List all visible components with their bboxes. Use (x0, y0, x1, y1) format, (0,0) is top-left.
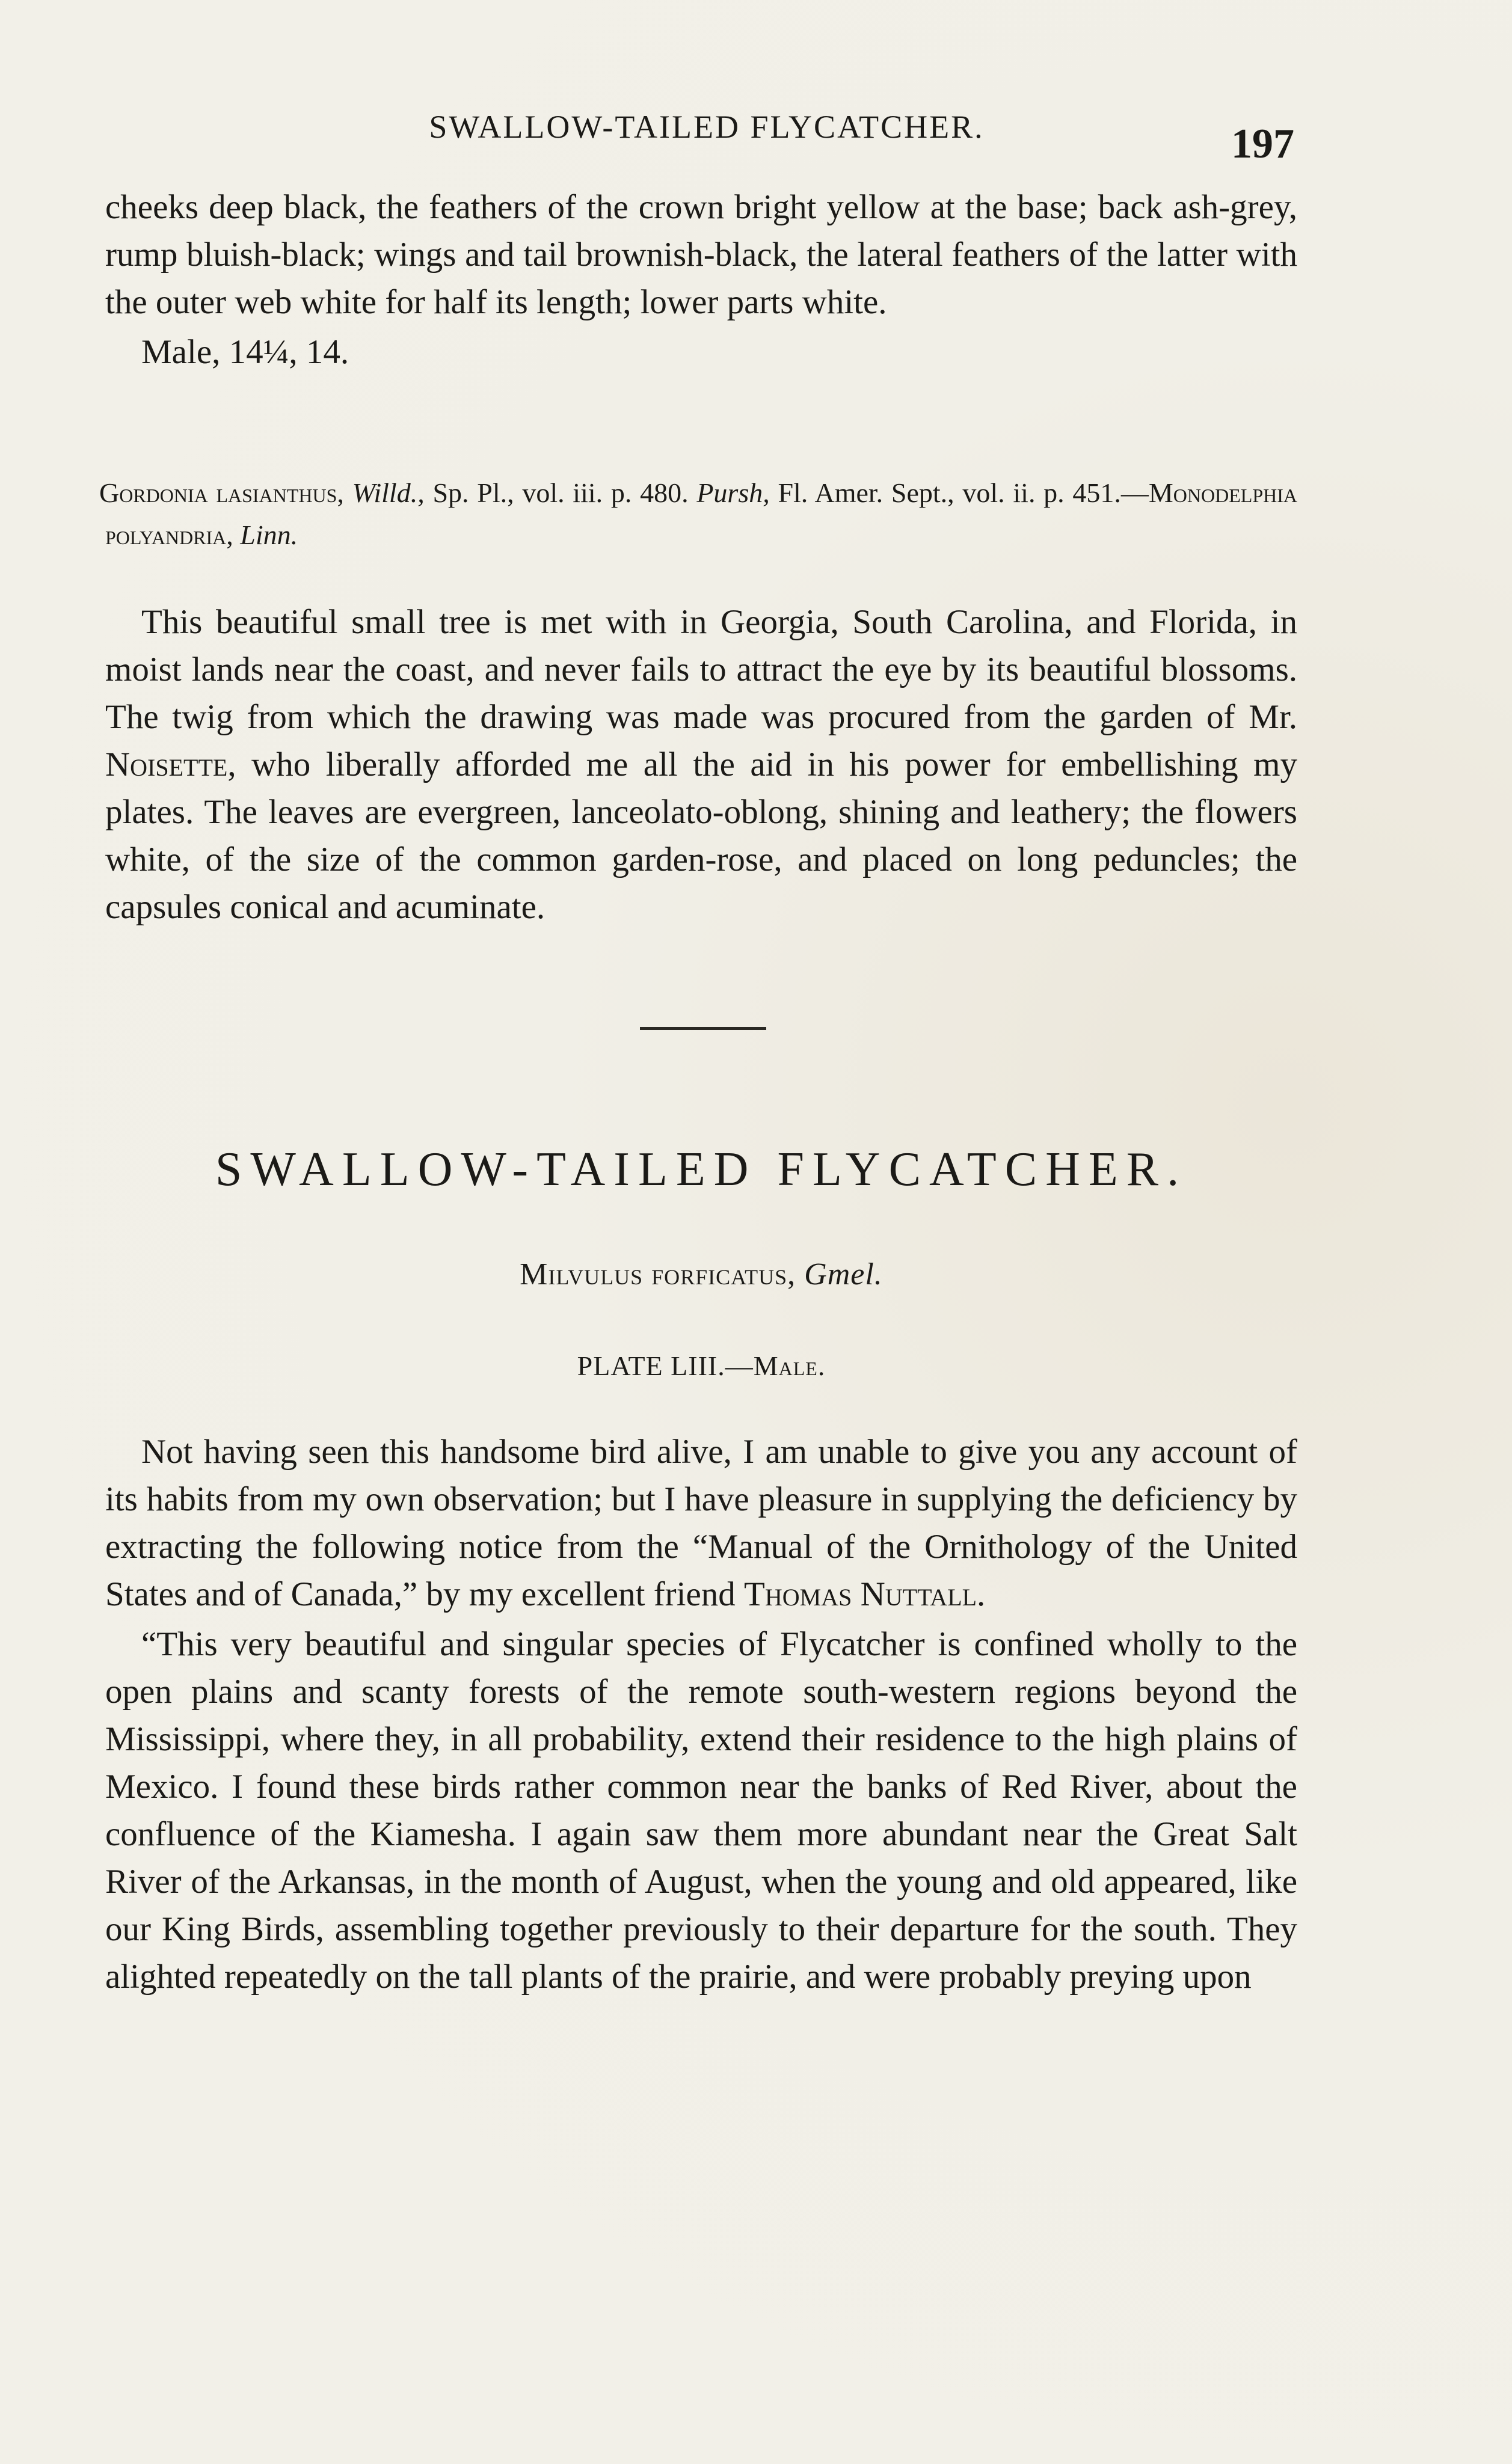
plant-author-pursh: Pursh, (696, 477, 770, 508)
plant-citation-1: Sp. Pl., vol. iii. p. 480. (432, 477, 689, 508)
plumage-paragraph: cheeks deep black, the feathers of the crown bright yellow at the base; back ash-grey, rump bluish-black; wings and tail brownish-black, the lateral feathers of the latter with the outer web white for half its length; lower parts white. (105, 188, 1297, 321)
plate-sex: Male. (753, 1350, 826, 1381)
plate-label (105, 1350, 1297, 1382)
plant-reference-line (99, 472, 1297, 556)
article-paragraph-1-text: Not having seen this handsome bird alive, I am unable to give you any account of its habits from my own observation; but I have pleasure in supplying the deficiency by extracting the following notice from the “Manual of the Ornithology of the United States and of Canada,” by my excellent friend (105, 1433, 1297, 1613)
article-paragraph-1 (105, 1428, 1297, 1618)
plant-description-paragraph (105, 598, 1297, 931)
plant-class-name: Monodelphia polyandria, (105, 477, 1297, 550)
bird-description-end (105, 183, 1297, 376)
species-latin-name: Milvulus forficatus, (520, 1257, 796, 1292)
person-name-nuttall: Thomas Nuttall. (744, 1575, 986, 1613)
plant-author-willd: Willd., (352, 477, 425, 508)
running-head: SWALLOW-TAILED FLYCATCHER. (429, 109, 985, 145)
plate-number: PLATE LIII.— (577, 1350, 754, 1381)
plant-citation-2: Fl. Amer. Sept., vol. ii. p. 451.— (778, 477, 1149, 508)
article-paragraph-2: “This very beautiful and singular species of Flycatcher is confined wholly to the open plains and scanty forests of the remote south-western regions beyond the Mississippi, where they, in all probability, extend their residence to the high plains of Mexico. I found these birds rather common near the banks of Red River, about the confluence of the Kiamesha. I again saw them more abundant near the Great Salt River of the Arkansas, in the month of August, when the young and old appeared, like our King Birds, assembling together previously to their departure for the south. They alighted repeatedly on the tall plants of the prairie, and were probably preying upon (105, 1625, 1297, 1996)
plant-latin-name: Gordonia lasianthus, (99, 477, 344, 508)
species-line (105, 1257, 1297, 1292)
article-title: SWALLOW-TAILED FLYCATCHER. (215, 1143, 1188, 1196)
page-number: 197 (1231, 121, 1294, 167)
species-author: Gmel. (804, 1257, 883, 1292)
plant-text-after: who liberally afforded me all the aid in his power for embellishing my plates. The leaves are evergreen, lanceolato-oblong, shining and leathery; the flowers white, of the size of the common garden-rose, and placed on long peduncles; the capsules conical and acuminate. (105, 746, 1298, 926)
plant-text-before: This beautiful small tree is met with in Georgia, South Carolina, and Florida, in moist lands near the coast, and never fails to attract the eye by its beautiful blossoms. The twig from which the drawing was made was procured from the garden of Mr. (105, 603, 1297, 736)
male-measurements: Male, 14¼, 14. (141, 333, 349, 371)
article-body (105, 1428, 1297, 2000)
person-name-noisette: Noisette, (105, 746, 236, 783)
section-divider (640, 1027, 766, 1030)
plant-reference (99, 472, 1297, 556)
plant-author-linn: Linn. (240, 519, 298, 550)
plant-description (105, 598, 1297, 931)
